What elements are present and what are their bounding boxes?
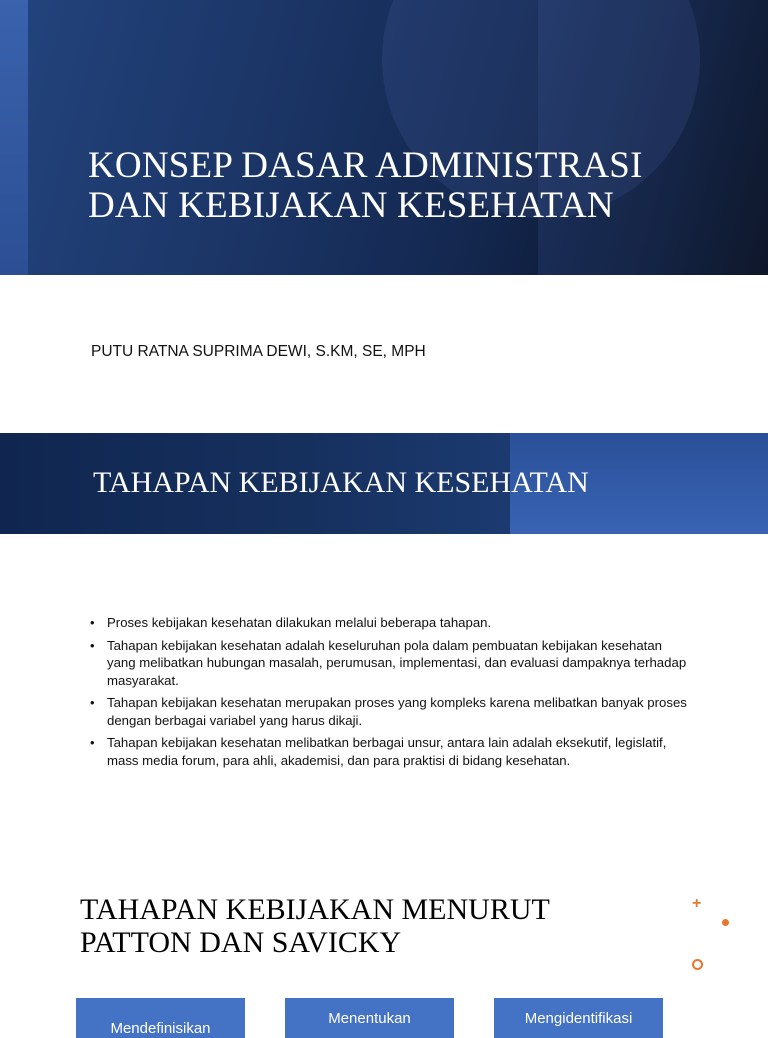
presentation-title-line2: DAN KEBIJAKAN KESEHATAN xyxy=(88,185,614,226)
patton-title-line2: PATTON DAN SAVICKY xyxy=(80,926,402,959)
bullet-item: • Tahapan kebijakan kesehatan melibatkan berbagai unsur, antara lain adalah eksekutif, legislatif, mass media forum, para ahli, akademisi, dan para praktisi di bidang kesehatan. xyxy=(90,734,690,769)
patton-savicky-title xyxy=(80,893,640,959)
patton-title-line1: TAHAPAN KEBIJAKAN MENURUT xyxy=(80,893,550,926)
step-label: Mengidentifikasi xyxy=(524,1010,633,1027)
step-box-determine xyxy=(285,998,454,1038)
step-label: Menentukan xyxy=(328,1010,411,1027)
presentation-title xyxy=(88,146,728,226)
banner-accent-strip xyxy=(0,0,28,275)
presentation-title-line1: KONSEP DASAR ADMINISTRASI xyxy=(88,145,643,186)
section-title: TAHAPAN KEBIJAKAN KESEHATAN xyxy=(93,466,589,499)
bullet-list xyxy=(90,614,690,774)
bullet-item: • Proses kebijakan kesehatan dilakukan melalui beberapa tahapan. xyxy=(90,614,690,632)
step-label: Mendefinisikan xyxy=(110,1020,211,1037)
banner-decorative-panel xyxy=(538,0,768,275)
title-banner xyxy=(0,0,768,275)
dot-icon xyxy=(722,919,729,926)
ring-icon xyxy=(692,959,703,970)
author-name: PUTU RATNA SUPRIMA DEWI, S.KM, SE, MPH xyxy=(91,343,426,360)
steps-row xyxy=(0,998,768,1037)
plus-icon: + xyxy=(692,895,702,912)
bullet-item: • Tahapan kebijakan kesehatan adalah keseluruhan pola dalam pembuatan kebijakan kesehatan yang melibatkan hubungan masalah, perumusan, implementasi, dan evaluasi dampaknya terhadap masyarakat. xyxy=(90,637,690,690)
step-box-identify xyxy=(494,998,663,1038)
step-box-define xyxy=(76,998,245,1038)
bullet-item: • Tahapan kebijakan kesehatan merupakan proses yang kompleks karena melibatkan banyak proses dengan berbagai variabel yang harus dikaji. xyxy=(90,694,690,729)
